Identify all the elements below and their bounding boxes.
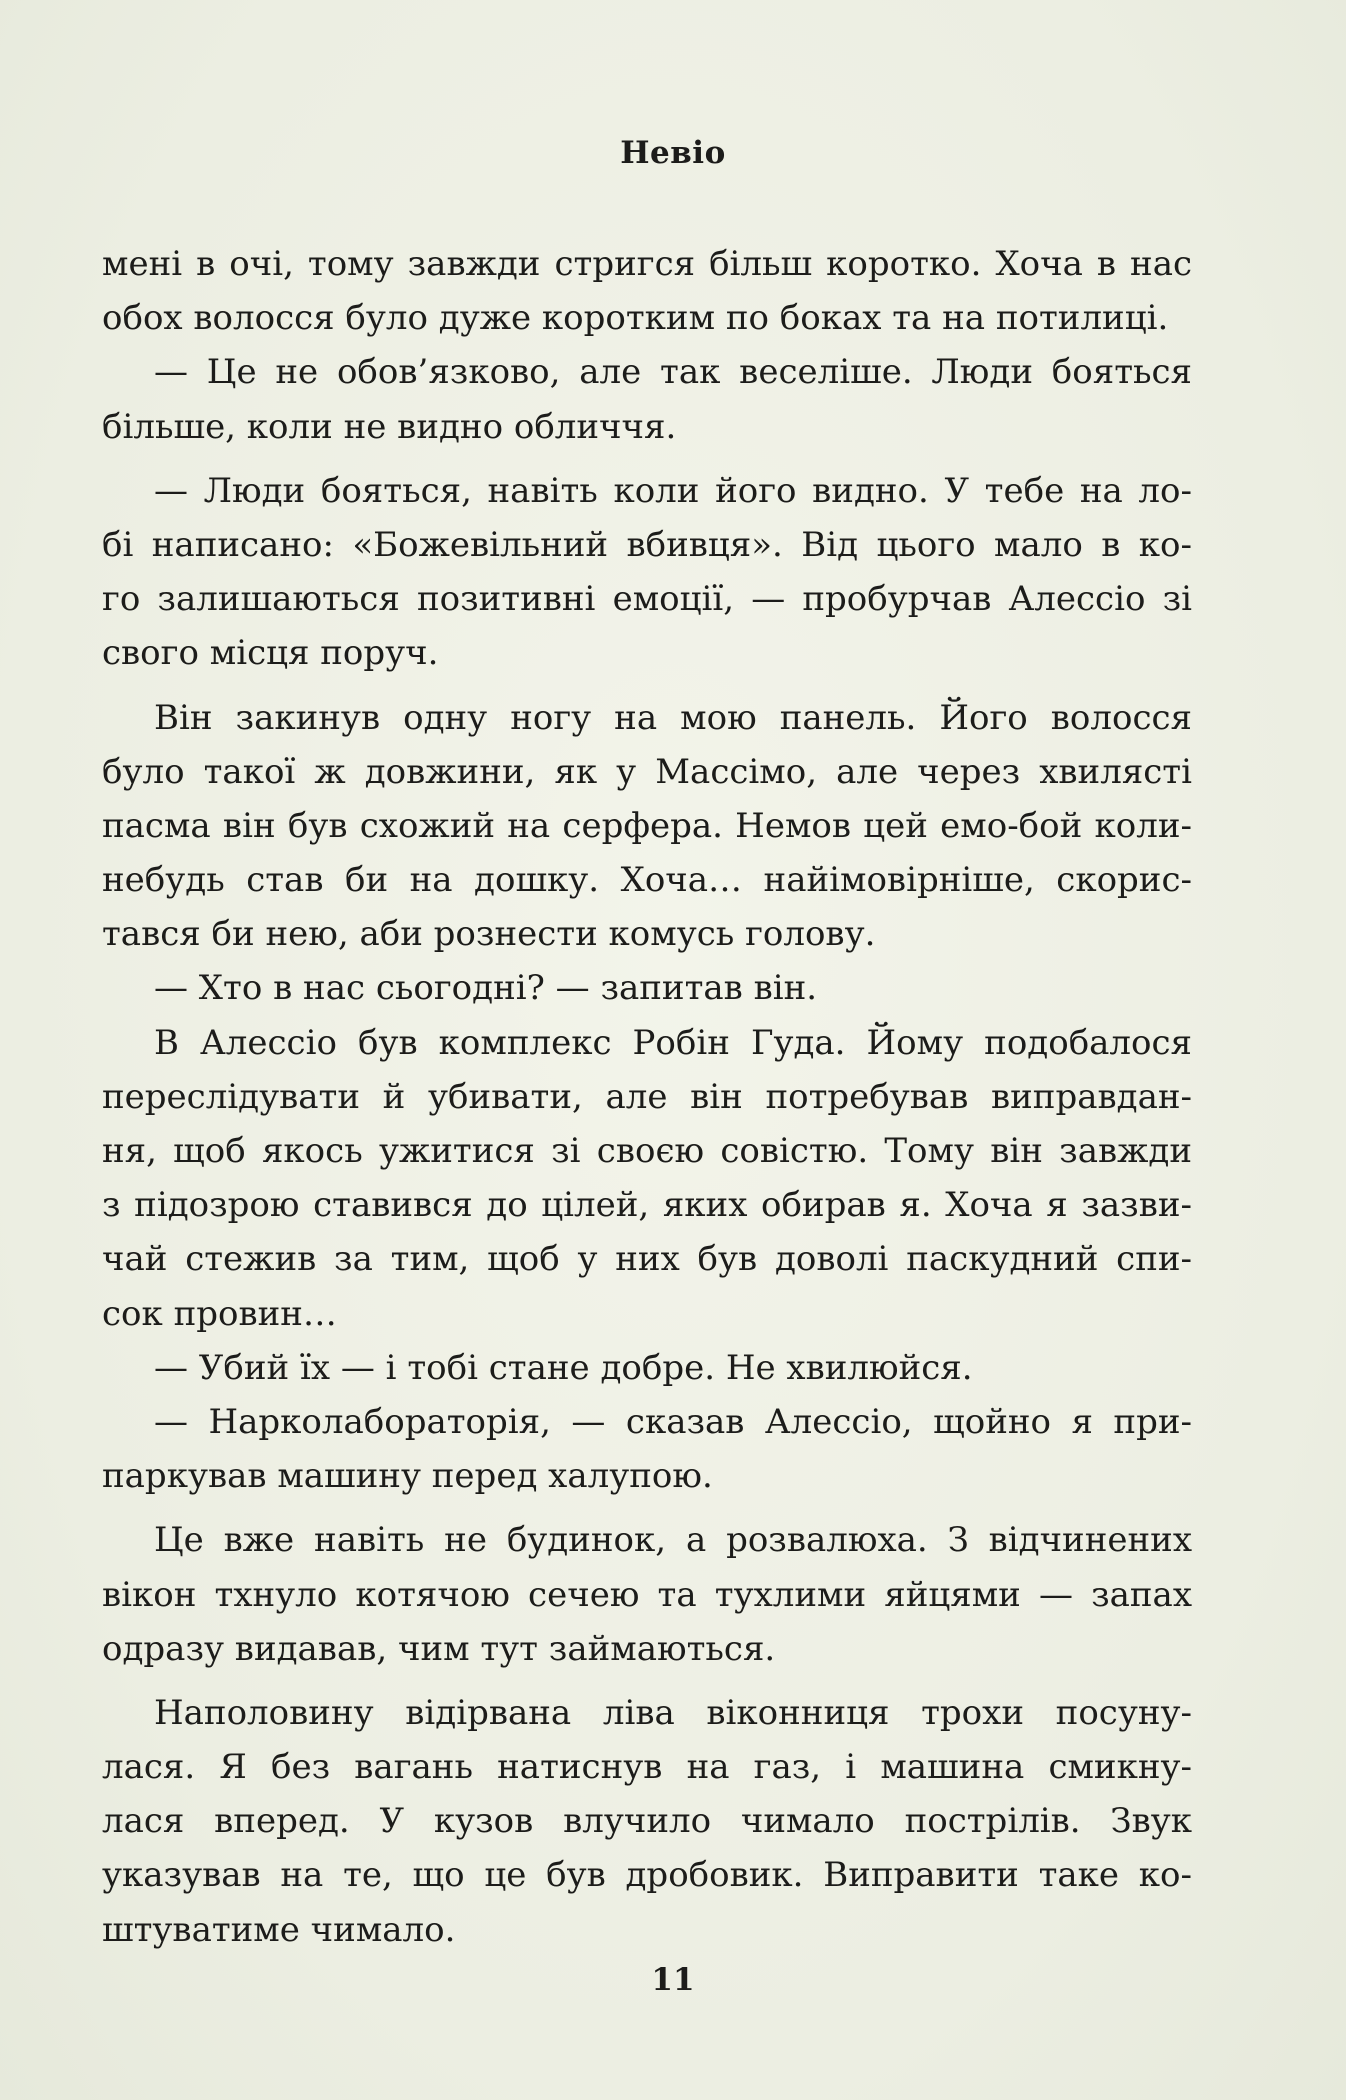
text-line: пасма він був схожий на серфера. Немов цей емо-бой коли- [102,805,1192,846]
text-line: з підозрою ставився до цілей, яких обирав я. Хоча я зазви- [102,1185,1192,1226]
text-line: указував на те, що це був дробовик. Виправити таке ко- [102,1855,1192,1896]
text-line: — Люди бояться, навіть коли його видно. У тебе на ло- [154,470,1192,511]
text-line: тався би нею, аби рознести комусь голову. [102,914,876,955]
text-line: свого місця поруч. [102,633,439,674]
text-line: мені в очі, тому завжди стригся більш коротко. Хоча в нас [102,244,1192,284]
text-line: Наполовину відірвана ліва віконниця трохи посуну- [154,1692,1192,1733]
text-line: небудь став би на дошку. Хоча… найімовірніше, скорис- [102,860,1192,901]
text-line: вікон тхнуло котячою сечею та тухлими яйцями — запах [102,1574,1192,1615]
text-line: обох волосся було дуже коротким по боках та на потилиці. [102,298,1169,339]
text-line: більше, коли не видно обличчя. [102,406,677,447]
text-line: — Убий їх — і тобі стане добре. Не хвилюйся. [154,1347,973,1388]
text-line: паркував машину перед халупою. [102,1456,713,1497]
text-line: ня, щоб якось ужитися зі своєю совістю. Тому він завжди [102,1131,1192,1171]
text-line: бі написано: «Божевільний вбивця». Від цього мало в ко- [102,524,1192,565]
text-line: чай стежив за тим, щоб у них був доволі паскудний спи- [102,1239,1192,1280]
text-line: штуватиме чимало. [102,1909,456,1950]
text-line: В Алессіо був комплекс Робін Гуда. Йому подобалося [154,1022,1192,1063]
body-text [102,237,1192,1957]
text-line: Він закинув одну ногу на мою панель. Його волосся [154,697,1192,738]
running-header: Невіо [620,135,726,171]
text-line: сок провин… [102,1293,337,1334]
text-line: Це вже навіть не будинок, а розвалюха. З відчинених [154,1520,1192,1561]
text-line: переслідувати й убивати, але він потребував виправдан- [102,1076,1192,1117]
text-line: го залишаються позитивні емоції, — пробурчав Алессіо зі [102,579,1192,620]
text-line: — Це не обов’язково, але так веселіше. Люди бояться [154,352,1192,393]
page-number: 11 [651,1962,695,1998]
text-line: одразу видавав, чим тут займаються. [102,1628,776,1669]
text-line: — Нарколабораторія, — сказав Алессіо, щойно я при- [154,1401,1192,1442]
text-line: — Хто в нас сьогодні? — запитав він. [154,968,818,1009]
text-line: лася вперед. У кузов влучило чимало пострілів. Звук [102,1801,1192,1842]
text-line: лася. Я без вагань натиснув на газ, і машина смикну- [102,1747,1192,1788]
text-line: було такої ж довжини, як у Массімо, але через хвилясті [102,751,1192,792]
